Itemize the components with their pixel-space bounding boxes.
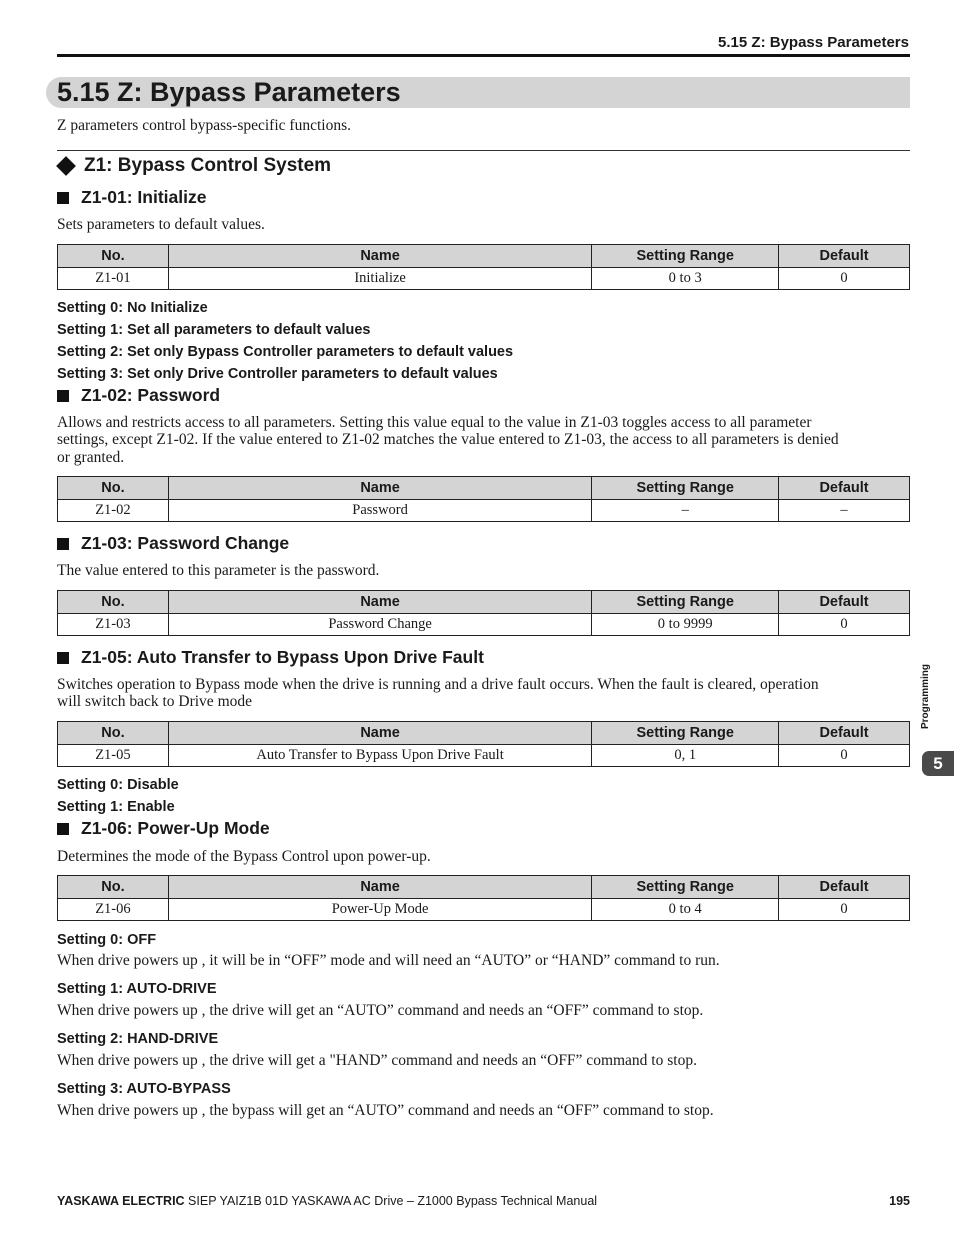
table-row [58,500,910,522]
z1-06-heading [57,818,270,839]
z1-05-description-line-1: Switches operation to Bypass mode when the drive is running and a drive fault occurs. When the fault is cleared, operation [57,676,819,693]
z1-02-heading [57,385,220,406]
z1-01-setting-1: Setting 1: Set all parameters to default values [57,322,371,338]
side-tab-label: Programming [920,663,931,729]
z1-06-setting-3-text: When drive powers up , the bypass will get an “AUTO” command and needs an “OFF” command to stop. [57,1102,714,1119]
z1-01-heading [57,187,206,208]
z1-01-setting-2: Setting 2: Set only Bypass Controller parameters to default values [57,344,514,360]
z1-06-table [57,875,910,921]
cell-name: Auto Transfer to Bypass Upon Drive Fault [168,745,591,767]
section-heading [56,155,331,177]
z1-05-table [57,721,910,767]
chapter-intro: Z parameters control bypass-specific functions. [57,117,351,134]
z1-02-table [57,476,910,522]
z1-02-title: Z1-02: Password [81,385,221,405]
square-bullet-icon [57,390,69,402]
col-default-header: Default [779,722,910,745]
table-header-row [58,876,910,899]
z1-03-description: The value entered to this parameter is the password. [57,562,380,579]
chapter-number-tab: 5 [922,751,954,776]
cell-range: 0, 1 [592,745,779,767]
z1-05-description-line-2: will switch back to Drive mode [57,693,252,710]
z1-03-title: Z1-03: Password Change [81,533,290,553]
cell-name: Power-Up Mode [168,899,591,921]
cell-no: Z1-03 [58,614,169,636]
z1-06-setting-3-label: Setting 3: AUTO-BYPASS [57,1081,231,1097]
z1-01-description: Sets parameters to default values. [57,216,265,233]
col-no-header: No. [58,245,169,268]
col-range-header: Setting Range [592,722,779,745]
z1-03-table [57,590,910,636]
page-number: 195 [889,1194,910,1208]
footer-doc-title: SIEP YAIZ1B 01D YASKAWA AC Drive – Z1000 Bypass Technical Manual [184,1194,598,1208]
cell-name: Initialize [168,268,591,290]
footer-text [57,1194,597,1208]
col-default-header: Default [779,876,910,899]
table-row [58,268,910,290]
square-bullet-icon [57,538,69,550]
table-header-row [58,477,910,500]
cell-range: – [592,500,779,522]
cell-no: Z1-01 [58,268,169,290]
z1-06-setting-2-text: When drive powers up , the drive will get a "HAND” command and needs an “OFF” command to stop. [57,1052,697,1069]
z1-05-title: Z1-05: Auto Transfer to Bypass Upon Drive Fault [81,647,484,667]
col-name-header: Name [168,245,591,268]
z1-01-title: Z1-01: Initialize [81,187,207,207]
z1-06-description: Determines the mode of the Bypass Control upon power-up. [57,848,431,865]
col-range-header: Setting Range [592,477,779,500]
cell-name: Password [168,500,591,522]
z1-05-heading [57,647,484,668]
col-name-header: Name [168,477,591,500]
col-no-header: No. [58,876,169,899]
col-default-header: Default [779,245,910,268]
cell-range: 0 to 9999 [592,614,779,636]
col-no-header: No. [58,591,169,614]
table-header-row [58,245,910,268]
z1-05-setting-1: Setting 1: Enable [57,799,175,815]
cell-no: Z1-06 [58,899,169,921]
cell-range: 0 to 4 [592,899,779,921]
cell-default: 0 [779,614,910,636]
z1-06-setting-0-label: Setting 0: OFF [57,932,157,948]
col-no-header: No. [58,477,169,500]
cell-default: 0 [779,268,910,290]
section-rule [57,150,910,151]
z1-01-setting-3: Setting 3: Set only Drive Controller parameters to default values [57,366,498,382]
z1-02-description-line-3: or granted. [57,449,125,466]
footer-brand: YASKAWA ELECTRIC [57,1194,185,1208]
table-row [58,745,910,767]
z1-02-description-line-1: Allows and restricts access to all parameters. Setting this value equal to the value in Z1-03 toggles access to all parameter [57,414,812,431]
col-name-header: Name [168,722,591,745]
square-bullet-icon [57,192,69,204]
col-range-header: Setting Range [592,591,779,614]
cell-no: Z1-02 [58,500,169,522]
cell-default: 0 [779,745,910,767]
running-header: 5.15 Z: Bypass Parameters [718,34,909,51]
cell-name: Password Change [168,614,591,636]
z1-01-table [57,244,910,290]
diamond-bullet-icon [56,156,76,176]
cell-default: – [779,500,910,522]
z1-06-setting-1-label: Setting 1: AUTO-DRIVE [57,981,217,997]
table-row [58,899,910,921]
col-default-header: Default [779,477,910,500]
cell-no: Z1-05 [58,745,169,767]
col-name-header: Name [168,876,591,899]
z1-01-setting-0: Setting 0: No Initialize [57,300,208,316]
table-header-row [58,591,910,614]
section-title: Z1: Bypass Control System [84,155,332,176]
z1-06-setting-1-text: When drive powers up , the drive will get an “AUTO” command and needs an “OFF” command to stop. [57,1002,704,1019]
col-range-header: Setting Range [592,876,779,899]
z1-03-heading [57,533,289,554]
z1-05-setting-0: Setting 0: Disable [57,777,179,793]
z1-06-setting-0-text: When drive powers up , it will be in “OFF” mode and will need an “AUTO” or “HAND” command to run. [57,952,720,969]
cell-default: 0 [779,899,910,921]
square-bullet-icon [57,823,69,835]
z1-06-setting-2-label: Setting 2: HAND-DRIVE [57,1031,219,1047]
square-bullet-icon [57,652,69,664]
z1-02-description-line-2: settings, except Z1-02. If the value entered to Z1-02 matches the value entered to Z1-03, the access to all parameters is denied [57,431,839,448]
col-name-header: Name [168,591,591,614]
table-row [58,614,910,636]
col-range-header: Setting Range [592,245,779,268]
table-header-row [58,722,910,745]
col-no-header: No. [58,722,169,745]
cell-range: 0 to 3 [592,268,779,290]
z1-06-title: Z1-06: Power-Up Mode [81,818,270,838]
col-default-header: Default [779,591,910,614]
chapter-title: 5.15 Z: Bypass Parameters [57,77,401,107]
header-rule [57,54,910,57]
